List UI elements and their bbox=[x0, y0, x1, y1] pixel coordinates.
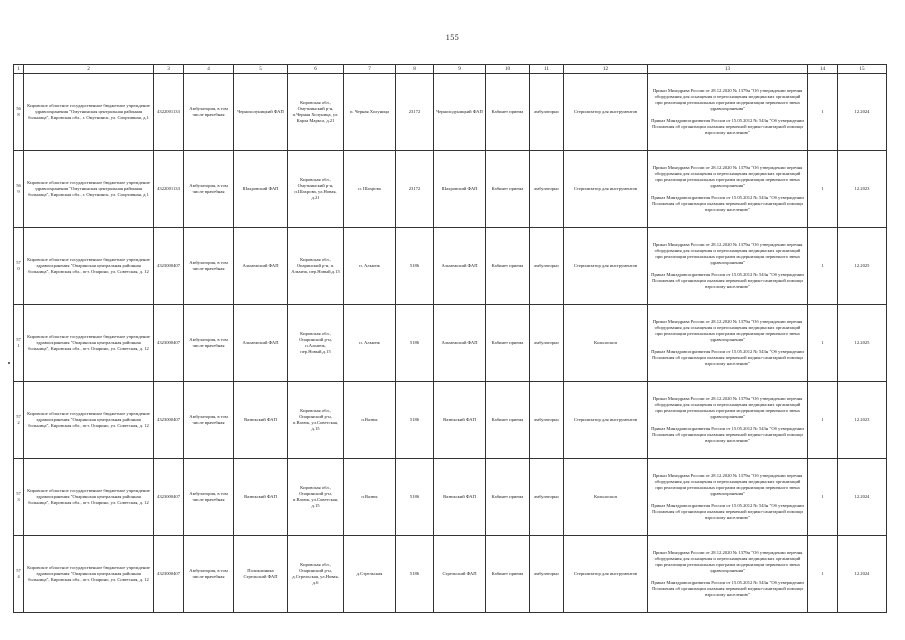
column-number: 10 bbox=[486, 65, 530, 74]
table-row bbox=[14, 536, 887, 613]
legal-basis-order-1379n: Приказ Минздрава России от 28.12.2020 № 1379н "Об утверждении перечня оборудования для оснащения и переоснащения медицинских организаций при реализации региональных программ модернизации первичного звена здравоохранения" bbox=[652, 88, 803, 112]
equipment-cell: Стерилизатор для инструментов bbox=[564, 536, 648, 613]
row-number: 569 bbox=[14, 151, 24, 228]
facility-type-cell: Амбулатория, в том числе врачебная bbox=[184, 459, 234, 536]
column-number: 3 bbox=[154, 65, 184, 74]
legal-basis-cell bbox=[648, 228, 808, 305]
legal-basis-cell bbox=[648, 382, 808, 459]
care-form-cell: амбулаторно bbox=[530, 228, 564, 305]
legal-basis-order-543n: Приказ Минздравсоцразвития России от 15.05.2012 № 543н "Об утверждении Положения об организации оказания первичной медико-санитарной помощи взрослому населению" bbox=[651, 194, 804, 212]
equipment-cell: Стерилизатор для инструментов bbox=[564, 382, 648, 459]
locality-cell: д.Стрельская bbox=[344, 536, 396, 613]
care-form-cell: амбулаторно bbox=[530, 151, 564, 228]
legal-basis-order-1379n: Приказ Минздрава России от 28.12.2020 № 1379н "Об утверждении перечня оборудования для оснащения и переоснащения медицинских организаций при реализации региональных программ модернизации первичного звена здравоохранения" bbox=[652, 396, 803, 420]
column-number: 12 bbox=[564, 65, 648, 74]
column-number: 11 bbox=[530, 65, 564, 74]
address-cell: Кировская обл., Опаринский р-н, п.Альмеж, пер.Новый,д.15 bbox=[288, 305, 344, 382]
care-form-cell: амбулаторно bbox=[530, 305, 564, 382]
room-cell: Кабинет приема bbox=[486, 228, 530, 305]
code-cell: 5186 bbox=[396, 459, 434, 536]
room-cell: Кабинет приема bbox=[486, 151, 530, 228]
legal-basis-cell bbox=[648, 305, 808, 382]
legal-basis-order-1379n: Приказ Минздрава России от 28.12.2020 № 1379н "Об утверждении перечня оборудования для оснащения и переоснащения медицинских организаций при реализации региональных программ модернизации первичного звена здравоохранения" bbox=[652, 165, 803, 189]
inn-cell: 4322001133 bbox=[154, 74, 184, 151]
column-number: 15 bbox=[838, 65, 887, 74]
locality-cell: п.Вазюк bbox=[344, 382, 396, 459]
unit-cell: Шахровский ФАП bbox=[434, 151, 486, 228]
inn-cell: 4323000407 bbox=[154, 459, 184, 536]
date-cell: 12.2024 bbox=[838, 74, 887, 151]
facility-type-cell: Амбулатория, в том числе врачебная bbox=[184, 228, 234, 305]
legal-basis-order-1379n: Приказ Минздрава России от 28.12.2020 № 1379н "Об утверждении перечня оборудования для оснащения и переоснащения медицинских организаций при реализации региональных программ модернизации первичного звена здравоохранения" bbox=[652, 242, 803, 266]
table-row bbox=[14, 74, 887, 151]
table-row bbox=[14, 228, 887, 305]
column-number: 1 bbox=[14, 65, 24, 74]
code-cell: 5186 bbox=[396, 382, 434, 459]
table-row bbox=[14, 305, 887, 382]
column-number: 13 bbox=[648, 65, 808, 74]
facility-name-cell: Поликлиника Стрельский ФАП bbox=[234, 536, 288, 613]
locality-cell: п.Вазюк bbox=[344, 459, 396, 536]
quantity-cell: 1 bbox=[808, 382, 838, 459]
organization-cell: Кировское областное государственное бюджетное учреждение здравоохранения "Омутнинская центральная районная больница", Кировская обл., г. Омутнинск, ул. Спортивная, д.1 bbox=[24, 74, 154, 151]
row-number: 568 bbox=[14, 74, 24, 151]
address-cell: Кировская обл., Омутнинский р-н, п.Черная Холуница, ул. Карла Маркса, д.21 bbox=[288, 74, 344, 151]
column-number: 6 bbox=[288, 65, 344, 74]
facility-type-cell: Амбулатория, в том числе врачебная bbox=[184, 151, 234, 228]
column-number: 7 bbox=[344, 65, 396, 74]
legal-basis-cell bbox=[648, 151, 808, 228]
inn-cell: 4323000407 bbox=[154, 536, 184, 613]
date-cell: 12.2023 bbox=[838, 151, 887, 228]
inn-cell: 4322001133 bbox=[154, 151, 184, 228]
care-form-cell: амбулаторно bbox=[530, 74, 564, 151]
organization-cell: Кировское областное государственное бюджетное учреждение здравоохранения "Опаринская центральная районная больница", Кировская обл., пгт. Опарино, ул. Советская, д. 12 bbox=[24, 459, 154, 536]
legal-basis-order-1379n: Приказ Минздрава России от 28.12.2020 № 1379н "Об утверждении перечня оборудования для оснащения и переоснащения медицинских организаций при реализации региональных программ модернизации первичного звена здравоохранения" bbox=[652, 550, 803, 574]
quantity-cell: 1 bbox=[808, 74, 838, 151]
unit-cell: Черноходуницкий ФАП bbox=[434, 74, 486, 151]
facility-name-cell: Альмежский ФАП bbox=[234, 228, 288, 305]
quantity-cell: 1 bbox=[808, 151, 838, 228]
row-number: 574 bbox=[14, 536, 24, 613]
code-cell: 5186 bbox=[396, 536, 434, 613]
inn-cell: 4323000407 bbox=[154, 382, 184, 459]
facility-name-cell: Альмежский ФАП bbox=[234, 305, 288, 382]
legal-basis-order-543n: Приказ Минздравсоцразвития России от 15.05.2012 № 543н "Об утверждении Положения об организации оказания первичной медико-санитарной помощи взрослому населению" bbox=[651, 502, 804, 520]
legal-basis-order-543n: Приказ Минздравсоцразвития России от 15.05.2012 № 543н "Об утверждении Положения об организации оказания первичной медико-санитарной помощи взрослому населению" bbox=[651, 117, 804, 135]
legal-basis-cell bbox=[648, 459, 808, 536]
equipment-cell: Стерилизатор для инструментов bbox=[564, 74, 648, 151]
date-cell: 12.2025 bbox=[838, 228, 887, 305]
legal-basis-order-1379n: Приказ Минздрава России от 28.12.2020 № 1379н "Об утверждении перечня оборудования для оснащения и переоснащения медицинских организаций при реализации региональных программ модернизации первичного звена здравоохранения" bbox=[652, 473, 803, 497]
column-number: 9 bbox=[434, 65, 486, 74]
facility-name-cell: Вазюкский ФАП bbox=[234, 459, 288, 536]
inn-cell: 4323000407 bbox=[154, 305, 184, 382]
row-number: 571 bbox=[14, 305, 24, 382]
address-cell: Кировская обл., Опаринский р-н, д.Стрельская, ул.Новая, д.6 bbox=[288, 536, 344, 613]
row-number: 572 bbox=[14, 382, 24, 459]
organization-cell: Кировское областное государственное бюджетное учреждение здравоохранения "Опаринская центральная районная больница", Кировская обл., пгт. Опарино, ул. Советская, д. 12 bbox=[24, 228, 154, 305]
table-row bbox=[14, 151, 887, 228]
facility-type-cell: Амбулатория, в том числе врачебная bbox=[184, 536, 234, 613]
organization-cell: Кировское областное государственное бюджетное учреждение здравоохранения "Опаринская центральная районная больница", Кировская обл., пгт. Опарино, ул. Советская, д. 12 bbox=[24, 536, 154, 613]
quantity-cell: 1 bbox=[808, 228, 838, 305]
page-number: 155 bbox=[445, 33, 460, 42]
unit-cell: Стрельский ФАП bbox=[434, 536, 486, 613]
organization-cell: Кировское областное государственное бюджетное учреждение здравоохранения "Омутнинская центральная районная больница", Кировская обл., г. Омутнинск, ул. Спортивная, д.1 bbox=[24, 151, 154, 228]
column-number: 2 bbox=[24, 65, 154, 74]
quantity-cell: 1 bbox=[808, 536, 838, 613]
address-cell: Кировская обл., Опаринский р-н, п.Вазюк, ул.Советская, д.15 bbox=[288, 382, 344, 459]
legal-basis-order-543n: Приказ Минздравсоцразвития России от 15.05.2012 № 543н "Об утверждении Положения об организации оказания первичной медико-санитарной помощи взрослому населению" bbox=[651, 271, 804, 289]
equipment-cell: Кольпоскоп bbox=[564, 305, 648, 382]
facility-name-cell: Вазюкский ФАП bbox=[234, 382, 288, 459]
scan-speck bbox=[8, 362, 10, 364]
date-cell: 12.2024 bbox=[838, 459, 887, 536]
date-cell: 12.2024 bbox=[838, 536, 887, 613]
facility-type-cell: Амбулатория, в том числе врачебная bbox=[184, 305, 234, 382]
column-number: 4 bbox=[184, 65, 234, 74]
table-row bbox=[14, 459, 887, 536]
room-cell: Кабинет приема bbox=[486, 74, 530, 151]
address-cell: Кировская обл., Омутнинский р-н, п.Шахрова, ул.Новая, д.21 bbox=[288, 151, 344, 228]
organization-cell: Кировское областное государственное бюджетное учреждение здравоохранения "Опаринская центральная районная больница", Кировская обл., пгт. Опарино, ул. Советская, д. 12 bbox=[24, 305, 154, 382]
quantity-cell: 1 bbox=[808, 305, 838, 382]
column-number: 8 bbox=[396, 65, 434, 74]
locality-cell: п. Альмеж bbox=[344, 228, 396, 305]
legal-basis-order-543n: Приказ Минздравсоцразвития России от 15.05.2012 № 543н "Об утверждении Положения об организации оказания первичной медико-санитарной помощи взрослому населению" bbox=[651, 348, 804, 366]
unit-cell: Вазюкский ФАП bbox=[434, 382, 486, 459]
row-number: 570 bbox=[14, 228, 24, 305]
address-cell: Кировская обл., Опаринский р-н, п.Вазюк, ул.Советская, д.15 bbox=[288, 459, 344, 536]
facility-name-cell: Чернохолуницкий ФАП bbox=[234, 74, 288, 151]
code-cell: 23172 bbox=[396, 74, 434, 151]
room-cell: Кабинет приема bbox=[486, 382, 530, 459]
legal-basis-cell bbox=[648, 536, 808, 613]
date-cell: 12.2025 bbox=[838, 305, 887, 382]
equipment-table bbox=[13, 64, 887, 613]
table-row bbox=[14, 382, 887, 459]
equipment-cell: Стерилизатор для инструментов bbox=[564, 151, 648, 228]
room-cell: Кабинет приема bbox=[486, 536, 530, 613]
column-number: 5 bbox=[234, 65, 288, 74]
equipment-cell: Кольпоскоп bbox=[564, 459, 648, 536]
code-cell: 5186 bbox=[396, 228, 434, 305]
address-cell: Кировская обл., Опаринский р-н, п. Альмеж, пер.Новый,д.15 bbox=[288, 228, 344, 305]
facility-type-cell: Амбулатория, в том числе врачебная bbox=[184, 74, 234, 151]
inn-cell: 4323000407 bbox=[154, 228, 184, 305]
care-form-cell: амбулаторно bbox=[530, 459, 564, 536]
unit-cell: Альмежский ФАП bbox=[434, 228, 486, 305]
room-cell: Кабинет приема bbox=[486, 459, 530, 536]
locality-cell: п. Черная Холуница bbox=[344, 74, 396, 151]
code-cell: 5186 bbox=[396, 305, 434, 382]
organization-cell: Кировское областное государственное бюджетное учреждение здравоохранения "Опаринская центральная районная больница", Кировская обл., пгт. Опарино, ул. Советская, д. 12 bbox=[24, 382, 154, 459]
facility-name-cell: Шахровский ФАП bbox=[234, 151, 288, 228]
locality-cell: п. Альмеж bbox=[344, 305, 396, 382]
locality-cell: п. Шахрова bbox=[344, 151, 396, 228]
room-cell: Кабинет приема bbox=[486, 305, 530, 382]
equipment-cell: Стерилизатор для инструментов bbox=[564, 228, 648, 305]
care-form-cell: амбулаторно bbox=[530, 382, 564, 459]
legal-basis-order-543n: Приказ Минздравсоцразвития России от 15.05.2012 № 543н "Об утверждении Положения об организации оказания первичной медико-санитарной помощи взрослому населению" bbox=[651, 425, 804, 443]
legal-basis-cell bbox=[648, 74, 808, 151]
quantity-cell: 1 bbox=[808, 459, 838, 536]
legal-basis-order-1379n: Приказ Минздрава России от 28.12.2020 № 1379н "Об утверждении перечня оборудования для оснащения и переоснащения медицинских организаций при реализации региональных программ модернизации первичного звена здравоохранения" bbox=[652, 319, 803, 343]
column-number: 14 bbox=[808, 65, 838, 74]
column-number-row bbox=[14, 65, 887, 74]
date-cell: 12.2023 bbox=[838, 382, 887, 459]
legal-basis-order-543n: Приказ Минздравсоцразвития России от 15.05.2012 № 543н "Об утверждении Положения об организации оказания первичной медико-санитарной помощи взрослому населению" bbox=[651, 579, 804, 597]
facility-type-cell: Амбулатория, в том числе врачебная bbox=[184, 382, 234, 459]
row-number: 573 bbox=[14, 459, 24, 536]
code-cell: 23172 bbox=[396, 151, 434, 228]
unit-cell: Альмежский ФАП bbox=[434, 305, 486, 382]
unit-cell: Вазюкский ФАП bbox=[434, 459, 486, 536]
care-form-cell: амбулаторно bbox=[530, 536, 564, 613]
